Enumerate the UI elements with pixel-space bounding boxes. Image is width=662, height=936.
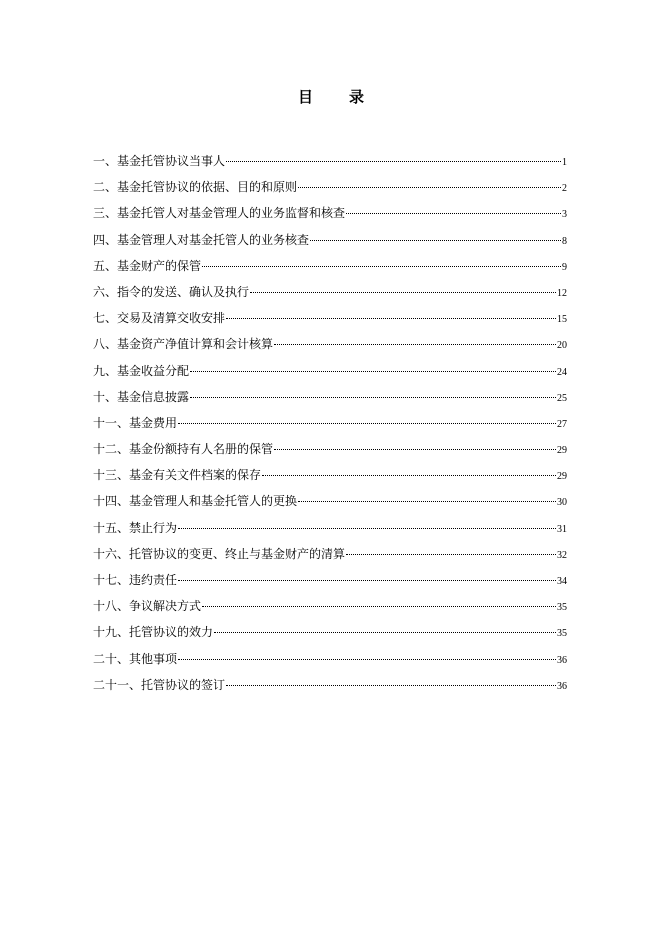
toc-entry[interactable] bbox=[93, 174, 567, 200]
toc-entry[interactable] bbox=[93, 515, 567, 541]
toc-entry[interactable] bbox=[93, 358, 567, 384]
toc-entry[interactable] bbox=[93, 148, 567, 174]
toc-entry[interactable] bbox=[93, 410, 567, 436]
toc-dot-leader bbox=[298, 187, 561, 188]
toc-entry-title[interactable]: 四、基金管理人对基金托管人的业务核查 bbox=[93, 232, 310, 247]
toc-entry-page-number[interactable]: 9 bbox=[562, 261, 567, 273]
toc-dot-leader bbox=[346, 554, 556, 555]
toc-dot-leader bbox=[262, 475, 556, 476]
toc-dot-leader bbox=[250, 292, 556, 293]
toc-entry[interactable] bbox=[93, 227, 567, 253]
toc-entry[interactable] bbox=[93, 646, 567, 672]
toc-dot-leader bbox=[346, 213, 561, 214]
toc-entry-page-number[interactable]: 31 bbox=[557, 523, 567, 535]
toc-dot-leader bbox=[178, 423, 556, 424]
toc-heading bbox=[0, 86, 662, 107]
toc-entry-title[interactable]: 二十、其他事项 bbox=[93, 651, 178, 666]
toc-dot-leader bbox=[274, 344, 556, 345]
toc-entry-page-number[interactable]: 35 bbox=[557, 628, 567, 640]
toc-entry[interactable] bbox=[93, 567, 567, 593]
toc-dot-leader bbox=[310, 240, 561, 241]
toc-entry-title[interactable]: 十八、争议解决方式 bbox=[93, 599, 202, 614]
toc-dot-leader bbox=[190, 371, 556, 372]
toc-entry-title[interactable]: 三、基金托管人对基金管理人的业务监督和核查 bbox=[93, 206, 346, 221]
toc-dot-leader bbox=[226, 685, 556, 686]
toc-entry[interactable] bbox=[93, 488, 567, 514]
toc-dot-leader bbox=[226, 318, 556, 319]
toc-entry-page-number[interactable]: 20 bbox=[557, 340, 567, 352]
toc-entry-title[interactable]: 五、基金财产的保管 bbox=[93, 258, 202, 273]
toc-heading-char-1: 目 bbox=[297, 88, 313, 106]
toc-entry-title[interactable]: 十六、托管协议的变更、终止与基金财产的清算 bbox=[93, 546, 346, 561]
toc-dot-leader bbox=[274, 449, 556, 450]
toc-entry[interactable] bbox=[93, 279, 567, 305]
toc-entry-page-number[interactable]: 29 bbox=[557, 471, 567, 483]
toc-entry-title[interactable]: 一、基金托管协议当事人 bbox=[93, 154, 226, 168]
toc-entry-title[interactable]: 十二、基金份额持有人名册的保管 bbox=[93, 442, 274, 457]
toc-dot-leader bbox=[226, 161, 561, 162]
toc-entry[interactable] bbox=[93, 331, 567, 357]
toc-entry-title[interactable]: 二十一、托管协议的签订 bbox=[93, 677, 226, 692]
toc-entry-page-number[interactable]: 36 bbox=[557, 654, 567, 666]
toc-dot-leader bbox=[190, 397, 556, 398]
toc-entry-page-number[interactable]: 1 bbox=[562, 157, 567, 168]
toc-dot-leader bbox=[214, 632, 556, 633]
toc-entry-page-number[interactable]: 36 bbox=[557, 680, 567, 692]
table-of-contents bbox=[93, 148, 567, 698]
toc-entry-page-number[interactable]: 32 bbox=[557, 549, 567, 561]
toc-entry[interactable] bbox=[93, 619, 567, 645]
toc-entry-title[interactable]: 九、基金收益分配 bbox=[93, 363, 190, 378]
toc-dot-leader bbox=[298, 501, 556, 502]
toc-dot-leader bbox=[202, 606, 556, 607]
toc-entry-page-number[interactable]: 15 bbox=[557, 314, 567, 326]
toc-heading-char-2: 录 bbox=[349, 88, 365, 106]
toc-entry[interactable] bbox=[93, 541, 567, 567]
toc-entry-title[interactable]: 十九、托管协议的效力 bbox=[93, 625, 214, 640]
toc-dot-leader bbox=[178, 659, 556, 660]
toc-entry[interactable] bbox=[93, 462, 567, 488]
toc-entry[interactable] bbox=[93, 305, 567, 331]
toc-entry[interactable] bbox=[93, 593, 567, 619]
toc-entry-title[interactable]: 十五、禁止行为 bbox=[93, 520, 178, 535]
toc-entry-page-number[interactable]: 29 bbox=[557, 445, 567, 457]
toc-entry-page-number[interactable]: 12 bbox=[557, 287, 567, 299]
toc-dot-leader bbox=[202, 266, 561, 267]
toc-entry-title[interactable]: 十四、基金管理人和基金托管人的更换 bbox=[93, 494, 298, 509]
toc-entry-page-number[interactable]: 8 bbox=[562, 235, 567, 247]
toc-entry-page-number[interactable]: 2 bbox=[562, 183, 567, 195]
toc-entry-page-number[interactable]: 25 bbox=[557, 392, 567, 404]
toc-entry[interactable] bbox=[93, 200, 567, 226]
toc-entry-page-number[interactable]: 35 bbox=[557, 602, 567, 614]
toc-entry-title[interactable]: 十七、违约责任 bbox=[93, 573, 178, 587]
toc-entry[interactable] bbox=[93, 253, 567, 279]
toc-entry-title[interactable]: 十一、基金费用 bbox=[93, 415, 178, 430]
toc-entry[interactable] bbox=[93, 384, 567, 410]
toc-dot-leader bbox=[178, 528, 556, 529]
toc-entry-title[interactable]: 二、基金托管协议的依据、目的和原则 bbox=[93, 180, 298, 195]
toc-entry[interactable] bbox=[93, 672, 567, 698]
toc-entry-title[interactable]: 十三、基金有关文件档案的保存 bbox=[93, 468, 262, 483]
toc-entry-page-number[interactable]: 34 bbox=[557, 576, 567, 587]
toc-entry-title[interactable]: 六、指令的发送、确认及执行 bbox=[93, 284, 250, 299]
toc-entry-page-number[interactable]: 24 bbox=[557, 366, 567, 378]
toc-entry-page-number[interactable]: 27 bbox=[557, 418, 567, 430]
toc-entry-page-number[interactable]: 30 bbox=[557, 497, 567, 509]
toc-entry[interactable] bbox=[93, 436, 567, 462]
toc-entry-page-number[interactable]: 3 bbox=[562, 209, 567, 221]
toc-entry-title[interactable]: 八、基金资产净值计算和会计核算 bbox=[93, 337, 274, 352]
toc-entry-title[interactable]: 七、交易及清算交收安排 bbox=[93, 311, 226, 326]
toc-entry-title[interactable]: 十、基金信息披露 bbox=[93, 389, 190, 404]
toc-dot-leader bbox=[178, 580, 556, 581]
